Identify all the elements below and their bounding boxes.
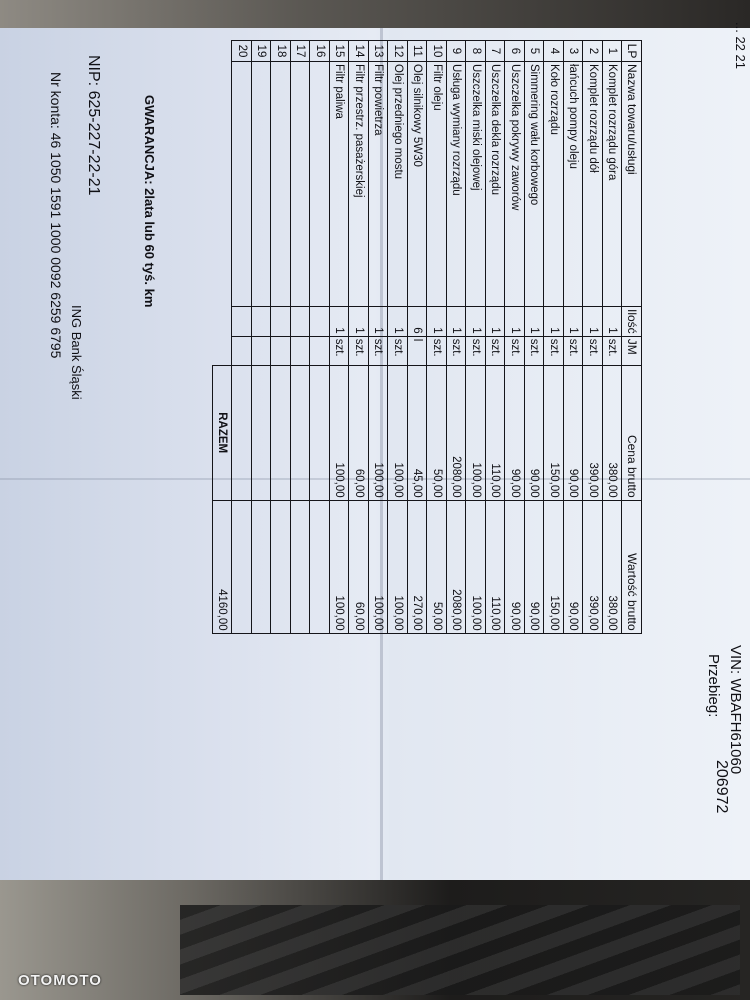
- cell-qty: [252, 307, 272, 337]
- cell-qty: 1: [388, 307, 408, 337]
- cell-jm: szt.: [544, 336, 564, 365]
- total-row: [213, 41, 233, 634]
- cell-jm: szt.: [466, 336, 486, 365]
- table-row: [232, 41, 252, 634]
- cell-value: [310, 500, 330, 633]
- total-label: RAZEM: [213, 365, 233, 500]
- table-row: [447, 41, 467, 634]
- mileage-label: Przebieg:: [705, 654, 722, 718]
- cell-jm: szt.: [505, 336, 525, 365]
- cell-lp: 2: [583, 41, 603, 62]
- nip-number: NIP: 625-227-22-21: [85, 55, 102, 196]
- table-row: [486, 41, 506, 634]
- cell-qty: [271, 307, 291, 337]
- cell-qty: 1: [369, 307, 389, 337]
- cell-qty: 1: [603, 307, 623, 337]
- cell-jm: [291, 336, 311, 365]
- cell-value: 100,00: [466, 500, 486, 633]
- cell-jm: szt.: [525, 336, 545, 365]
- cell-lp: 3: [564, 41, 584, 62]
- cell-value: 90,00: [525, 500, 545, 633]
- table-row: [505, 41, 525, 634]
- cell-name: [291, 62, 311, 307]
- cell-lp: 15: [330, 41, 350, 62]
- cell-price: [291, 365, 311, 500]
- cell-price: 90,00: [525, 365, 545, 500]
- cell-lp: 4: [544, 41, 564, 62]
- cell-value: 380,00: [603, 500, 623, 633]
- cell-jm: [252, 336, 272, 365]
- header-fragment: ... 22 21: [733, 22, 748, 69]
- table-header-row: [622, 41, 642, 634]
- cell-value: 270,00: [408, 500, 428, 633]
- cell-lp: 16: [310, 41, 330, 62]
- table-row: [603, 41, 623, 634]
- table-row: [466, 41, 486, 634]
- cell-price: 390,00: [583, 365, 603, 500]
- table-row: [564, 41, 584, 634]
- cell-lp: 9: [447, 41, 467, 62]
- account-number: Nr konta: 46 1050 1591 1000 0092 6259 6795: [48, 72, 64, 359]
- cell-price: [252, 365, 272, 500]
- cell-price: 110,00: [486, 365, 506, 500]
- cell-name: łańcuch pompy oleju: [564, 62, 584, 307]
- cell-lp: 14: [349, 41, 369, 62]
- cell-name: Uszczelka miski olejowej: [466, 62, 486, 307]
- header-name: Nazwa towaru/usługi: [622, 62, 642, 307]
- cell-value: 390,00: [583, 500, 603, 633]
- cell-jm: szt.: [349, 336, 369, 365]
- cell-value: 100,00: [388, 500, 408, 633]
- cell-value: [291, 500, 311, 633]
- cell-qty: 1: [583, 307, 603, 337]
- cell-value: 90,00: [505, 500, 525, 633]
- table-row: [369, 41, 389, 634]
- cell-price: 100,00: [466, 365, 486, 500]
- cell-qty: 1: [466, 307, 486, 337]
- cell-price: 100,00: [330, 365, 350, 500]
- cell-value: [271, 500, 291, 633]
- table-row: [525, 41, 545, 634]
- cell-lp: 7: [486, 41, 506, 62]
- cell-value: 50,00: [427, 500, 447, 633]
- cell-lp: 20: [232, 41, 252, 62]
- cell-jm: szt.: [369, 336, 389, 365]
- total-value: 4160,00: [213, 500, 233, 633]
- cell-qty: 1: [427, 307, 447, 337]
- cell-qty: 1: [447, 307, 467, 337]
- cell-qty: 1: [349, 307, 369, 337]
- cell-qty: 6: [408, 307, 428, 337]
- cell-name: [271, 62, 291, 307]
- cell-name: Filtr paliwa: [330, 62, 350, 307]
- cell-name: Komplet rozrządu dół: [583, 62, 603, 307]
- cell-value: 90,00: [564, 500, 584, 633]
- header-price: Cena brutto: [622, 365, 642, 500]
- cell-value: 100,00: [369, 500, 389, 633]
- table-row: [544, 41, 564, 634]
- mileage-value: 206972: [713, 760, 730, 814]
- cell-price: 150,00: [544, 365, 564, 500]
- bank-name: ING Bank Śląski: [69, 305, 84, 400]
- warranty-note: GWARANCJA: 2lata lub 60 tyś. km: [142, 95, 157, 308]
- cell-qty: [232, 307, 252, 337]
- cell-lp: 17: [291, 41, 311, 62]
- cell-value: [252, 500, 272, 633]
- cell-price: [232, 365, 252, 500]
- cell-name: Usługa wymiany rozrządu: [447, 62, 467, 307]
- cell-price: 380,00: [603, 365, 623, 500]
- cell-jm: [232, 336, 252, 365]
- table-row: [408, 41, 428, 634]
- cell-qty: 1: [544, 307, 564, 337]
- cell-qty: 1: [330, 307, 350, 337]
- items-table: [212, 40, 642, 634]
- cell-qty: [310, 307, 330, 337]
- table-row: [349, 41, 369, 634]
- cell-value: 150,00: [544, 500, 564, 633]
- cell-jm: szt.: [330, 336, 350, 365]
- cell-name: [232, 62, 252, 307]
- cell-lp: 8: [466, 41, 486, 62]
- cell-price: 2080,00: [447, 365, 467, 500]
- cell-jm: szt.: [603, 336, 623, 365]
- cell-price: 60,00: [349, 365, 369, 500]
- cell-lp: 10: [427, 41, 447, 62]
- cell-lp: 6: [505, 41, 525, 62]
- cell-name: Simmering wału korbowego: [525, 62, 545, 307]
- cell-value: 60,00: [349, 500, 369, 633]
- cell-lp: 19: [252, 41, 272, 62]
- cell-jm: l: [408, 336, 428, 365]
- cell-qty: 1: [564, 307, 584, 337]
- cell-qty: 1: [486, 307, 506, 337]
- cell-jm: szt.: [427, 336, 447, 365]
- table-row: [427, 41, 447, 634]
- cell-name: Filtr oleju: [427, 62, 447, 307]
- vin-number: VIN: WBAFH61060: [727, 645, 744, 775]
- table-row: [330, 41, 350, 634]
- header-value: Wartość brutto: [622, 500, 642, 633]
- cell-price: [271, 365, 291, 500]
- cell-value: 110,00: [486, 500, 506, 633]
- cell-name: Uszczelka pokrywy zaworów: [505, 62, 525, 307]
- cell-qty: 1: [525, 307, 545, 337]
- cell-name: [310, 62, 330, 307]
- cell-jm: szt.: [486, 336, 506, 365]
- otomoto-watermark: OTOMOTO: [18, 972, 102, 989]
- cell-price: [310, 365, 330, 500]
- cell-qty: [291, 307, 311, 337]
- table-row: [271, 41, 291, 634]
- cell-lp: 12: [388, 41, 408, 62]
- cell-price: 100,00: [388, 365, 408, 500]
- cell-name: Uszczelka dekla rozrządu: [486, 62, 506, 307]
- cell-lp: 11: [408, 41, 428, 62]
- cell-name: Filtr powietrza: [369, 62, 389, 307]
- cell-name: Komplet rozrządu góra: [603, 62, 623, 307]
- cell-jm: szt.: [564, 336, 584, 365]
- cell-jm: szt.: [388, 336, 408, 365]
- cell-jm: szt.: [447, 336, 467, 365]
- cell-name: Koło rozrządu: [544, 62, 564, 307]
- cell-value: [232, 500, 252, 633]
- cell-lp: 18: [271, 41, 291, 62]
- cell-value: 100,00: [330, 500, 350, 633]
- cell-price: 100,00: [369, 365, 389, 500]
- cell-jm: [310, 336, 330, 365]
- cell-qty: 1: [505, 307, 525, 337]
- cell-price: 90,00: [564, 365, 584, 500]
- cell-value: 2080,00: [447, 500, 467, 633]
- cell-price: 90,00: [505, 365, 525, 500]
- header-qty: Ilość: [622, 307, 642, 337]
- cell-price: 45,00: [408, 365, 428, 500]
- cell-lp: 13: [369, 41, 389, 62]
- header-jm: JM: [622, 336, 642, 365]
- table-row: [310, 41, 330, 634]
- table-row: [291, 41, 311, 634]
- table-row: [252, 41, 272, 634]
- cell-name: [252, 62, 272, 307]
- cell-jm: [271, 336, 291, 365]
- cell-name: Filtr przestrz. pasażerskiej: [349, 62, 369, 307]
- header-lp: LP: [622, 41, 642, 62]
- cell-lp: 1: [603, 41, 623, 62]
- cell-price: 50,00: [427, 365, 447, 500]
- cell-name: Olej silnikowy 5W30: [408, 62, 428, 307]
- cell-name: Olej przedniego mostu: [388, 62, 408, 307]
- table-row: [388, 41, 408, 634]
- table-row: [583, 41, 603, 634]
- cell-lp: 5: [525, 41, 545, 62]
- cell-jm: szt.: [583, 336, 603, 365]
